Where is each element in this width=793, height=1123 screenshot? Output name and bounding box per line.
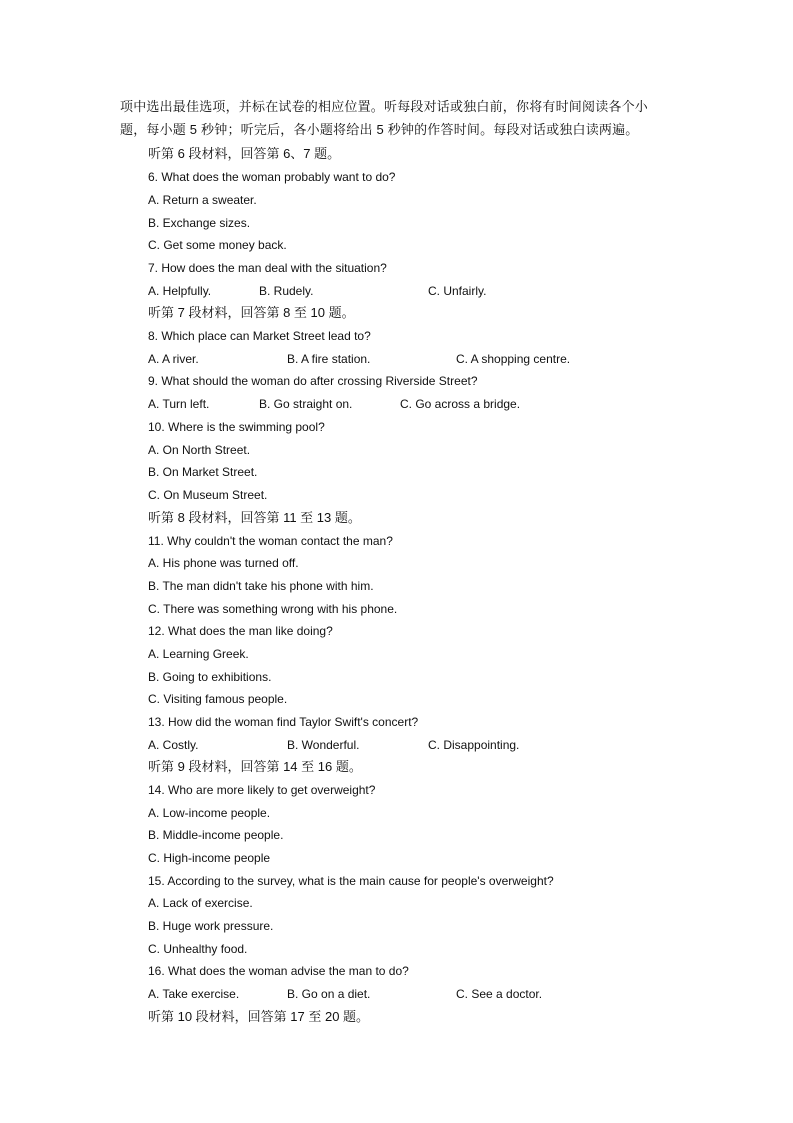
question-14-stem: 14. Who are more likely to get overweight?	[148, 783, 376, 797]
question-15-option-b: B. Huge work pressure.	[148, 919, 274, 933]
section-header-8: 听第 8 段材料，回答第 11 至 13 题。	[148, 510, 361, 525]
question-14-option-c: C. High-income people	[148, 851, 271, 865]
question-6-option-b: B. Exchange sizes.	[148, 216, 251, 230]
question-12-option-a: A. Learning Greek.	[148, 647, 249, 661]
question-11-option-a: A. His phone was turned off.	[148, 556, 299, 570]
question-11-option-c: C. There was something wrong with his phone.	[148, 602, 398, 616]
question-11-stem: 11. Why couldn't the woman contact the man?	[148, 534, 393, 548]
question-15-option-a: A. Lack of exercise.	[148, 896, 253, 910]
question-15-option-c: C. Unhealthy food.	[148, 942, 248, 956]
question-12-option-c: C. Visiting famous people.	[148, 692, 288, 706]
question-16-option-b: B. Go on a diet.	[287, 987, 371, 1001]
question-13-stem: 13. How did the woman find Taylor Swift's concert?	[148, 715, 419, 729]
section-header-10: 听第 10 段材料，回答第 17 至 20 题。	[148, 1009, 370, 1024]
question-10-option-b: B. On Market Street.	[148, 465, 258, 479]
question-10-stem: 10. Where is the swimming pool?	[148, 420, 325, 434]
question-8-option-b: B. A fire station.	[287, 352, 371, 366]
question-10-option-c: C. On Museum Street.	[148, 488, 268, 502]
question-7-option-b: B. Rudely.	[259, 284, 314, 298]
question-7-stem: 7. How does the man deal with the situation?	[148, 261, 387, 275]
question-6-stem: 6. What does the woman probably want to do?	[148, 170, 396, 184]
question-12-option-b: B. Going to exhibitions.	[148, 670, 272, 684]
question-14-option-b: B. Middle-income people.	[148, 828, 284, 842]
question-7-option-c: C. Unfairly.	[428, 284, 487, 298]
section-header-6: 听第 6 段材料，回答第 6、7 题。	[148, 146, 341, 161]
question-9-option-c: C. Go across a bridge.	[400, 397, 521, 411]
question-14-option-a: A. Low-income people.	[148, 806, 271, 820]
question-7-option-a: A. Helpfully.	[148, 284, 212, 298]
question-10-option-a: A. On North Street.	[148, 443, 251, 457]
question-13-option-c: C. Disappointing.	[428, 738, 520, 752]
question-9-option-a: A. Turn left.	[148, 397, 210, 411]
question-13-option-b: B. Wonderful.	[287, 738, 360, 752]
question-9-option-b: B. Go straight on.	[259, 397, 353, 411]
question-16-stem: 16. What does the woman advise the man to do?	[148, 964, 409, 978]
question-12-stem: 12. What does the man like doing?	[148, 624, 333, 638]
question-8-option-c: C. A shopping centre.	[456, 352, 571, 366]
question-8-option-a: A. A river.	[148, 352, 199, 366]
section-header-7: 听第 7 段材料，回答第 8 至 10 题。	[148, 305, 355, 320]
question-8-stem: 8. Which place can Market Street lead to?	[148, 329, 371, 343]
intro-line-1: 项中选出最佳选项，并标在试卷的相应位置。听每段对话或独白前，你将有时间阅读各个小	[120, 99, 649, 114]
section-header-9: 听第 9 段材料，回答第 14 至 16 题。	[148, 759, 362, 774]
question-9-stem: 9. What should the woman do after crossing Riverside Street?	[148, 374, 478, 388]
question-15-stem: 15. According to the survey, what is the main cause for people's overweight?	[148, 874, 554, 888]
question-16-option-a: A. Take exercise.	[148, 987, 240, 1001]
question-6-option-a: A. Return a sweater.	[148, 193, 257, 207]
question-11-option-b: B. The man didn't take his phone with him.	[148, 579, 374, 593]
question-6-option-c: C. Get some money back.	[148, 238, 287, 252]
question-13-option-a: A. Costly.	[148, 738, 199, 752]
question-16-option-c: C. See a doctor.	[456, 987, 543, 1001]
intro-line-2: 题，每小题 5 秒钟；听完后，各小题将给出 5 秒钟的作答时间。每段对话或独白读两遍。	[120, 122, 639, 137]
